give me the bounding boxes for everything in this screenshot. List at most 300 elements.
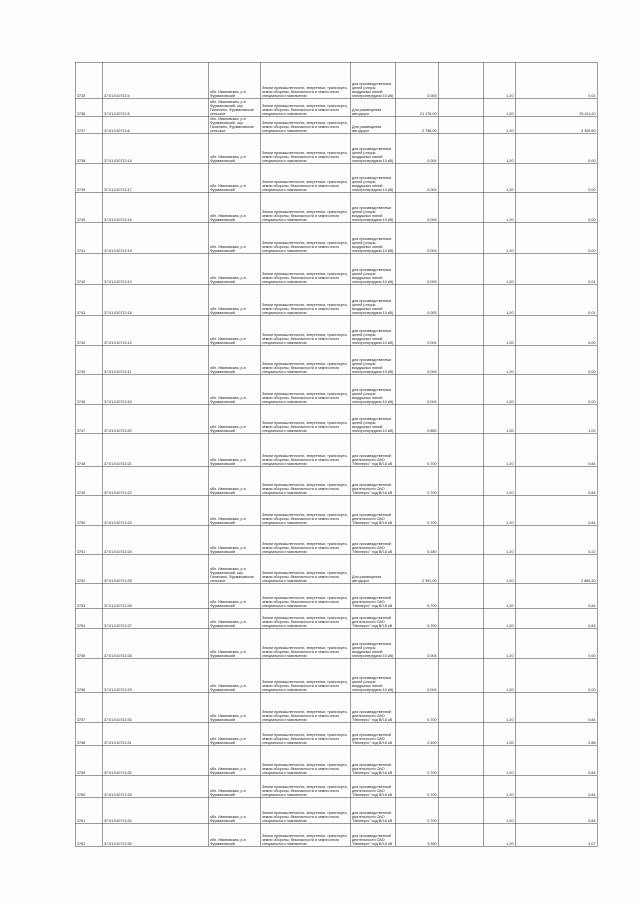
- blank-cell: [440, 747, 482, 776]
- table-cell: [75, 98, 102, 116]
- table-body: [75, 62, 597, 846]
- table-cell: [483, 583, 515, 608]
- amount: 0,84: [588, 818, 596, 823]
- blank-cell: [440, 135, 482, 164]
- table-cell: [438, 163, 483, 192]
- table-cell: [395, 692, 438, 722]
- area: 3,390: [427, 841, 437, 846]
- table-cell: [395, 722, 438, 745]
- table-row: [75, 525, 597, 554]
- row-number: 3760: [77, 792, 86, 797]
- table-cell: [350, 658, 395, 692]
- cadastral-number: 37:01:010713:12: [104, 340, 132, 345]
- land-category: Земли промышленности, энергетики, транспорта, земли обороны, безопасности и земли иного специального назначения: [262, 570, 348, 583]
- table-cell: [102, 525, 208, 554]
- table-cell: [260, 692, 350, 722]
- rate-coefficient: 1,20: [506, 248, 514, 253]
- cadastral-number: 37:01:010713:33: [104, 792, 132, 797]
- area: 0,004: [427, 340, 437, 345]
- table-cell: [395, 466, 438, 495]
- table-row: [75, 222, 597, 253]
- table-cell: [438, 192, 483, 222]
- row-number: 3747: [77, 428, 86, 433]
- land-category: Земли промышленности, энергетики, транспорта, земли обороны, безопасности и земли иного специального назначения: [262, 120, 348, 133]
- table-cell: [483, 116, 515, 133]
- table-cell: [438, 284, 483, 315]
- table-cell: [395, 284, 438, 315]
- table-cell: [75, 374, 102, 404]
- permitted-use: для производственной деятельности ОАО "Ивэнерго" под ВЛ-6 кВ: [352, 541, 393, 554]
- land-category: Земли промышленности, энергетики, транспорта, земли обороны, безопасности и земли иного специального назначения: [262, 361, 348, 374]
- amount: 25 411,20: [579, 111, 596, 116]
- permitted-use: для производственных целей (опоры воздушных линий электропередачи 10 кВ): [352, 236, 394, 253]
- table-cell: [438, 608, 483, 628]
- table-cell: [515, 284, 597, 315]
- table-cell: [75, 284, 102, 315]
- table-cell: [395, 554, 438, 583]
- land-category: Земли промышленности, энергетики, транспорта, земли обороны, безопасности и земли иного специального назначения: [262, 615, 348, 628]
- table-cell: [483, 823, 515, 846]
- table-cell: [395, 192, 438, 222]
- permitted-use: для производственных целей (опоры воздушных линий электропередачи 10 кВ): [352, 416, 394, 433]
- row-number: 3755: [77, 653, 86, 658]
- rate-coefficient: 1,20: [506, 841, 514, 846]
- table-cell: [350, 284, 395, 315]
- table-cell: [515, 692, 597, 722]
- blank-cell: [440, 118, 482, 134]
- row-number: 3756: [77, 687, 86, 692]
- table-cell: [102, 374, 208, 404]
- amount: 0,84: [588, 603, 596, 608]
- area: 0,004: [427, 653, 437, 658]
- table-cell: [208, 433, 260, 466]
- permitted-use: для производственных целей (опоры воздушных линий электропередачи 10 кВ): [352, 175, 394, 192]
- table-cell: [350, 745, 395, 775]
- table-cell: [350, 797, 395, 823]
- area: 21 176,00: [420, 111, 437, 116]
- table-row: [75, 163, 597, 192]
- cadastral-number: 37:01:010713:31: [104, 740, 132, 745]
- table-row: [75, 466, 597, 495]
- table-cell: [395, 608, 438, 628]
- table-cell: [102, 466, 208, 495]
- rate-coefficient: 1,20: [506, 217, 514, 222]
- cadastral-number: 37:01:010713:10: [104, 399, 132, 404]
- table-cell: [75, 345, 102, 374]
- row-number: 3740: [77, 217, 86, 222]
- row-number: 3757: [77, 717, 86, 722]
- blank-cell: [440, 660, 482, 693]
- amount: 0,84: [588, 461, 596, 466]
- permitted-use: для производственной деятельности ОАО "Ивэнерго" под ВЛ-6 кВ: [352, 709, 393, 722]
- table-cell: [438, 583, 483, 608]
- table-cell: [260, 284, 350, 315]
- table-cell: [483, 163, 515, 192]
- area: 0,700: [427, 818, 437, 823]
- table-cell: [102, 722, 208, 745]
- permitted-use: Для размещения автодорог: [352, 124, 382, 133]
- table-cell: [102, 163, 208, 192]
- address: обл. Ивановская, р-н Фурмановский: [210, 457, 246, 466]
- table-cell: [483, 775, 515, 797]
- table-cell: [260, 345, 350, 374]
- table-cell: [483, 62, 515, 98]
- table-cell: [102, 658, 208, 692]
- table-cell: [102, 692, 208, 722]
- amount: 0,22: [588, 549, 596, 554]
- row-number: 3739: [77, 187, 86, 192]
- table-cell: [395, 775, 438, 797]
- blank-cell: [440, 165, 482, 193]
- table-cell: [483, 222, 515, 253]
- amount: 0,00: [588, 187, 596, 192]
- permitted-use: для производственной деятельности ОАО "Ивэнерго" под ВЛ-6 кВ: [352, 615, 393, 628]
- land-category: Земли промышленности, энергетики, транспорта, земли обороны, безопасности и земли иного специального назначения: [262, 209, 348, 222]
- rate-coefficient: 1,20: [506, 520, 514, 525]
- table-cell: [208, 133, 260, 163]
- blank-cell: [440, 468, 482, 496]
- table-cell: [75, 583, 102, 608]
- row-number: 3752: [77, 578, 86, 583]
- rate-coefficient: 1,20: [506, 461, 514, 466]
- blank-cell: [440, 224, 482, 254]
- table-cell: [515, 628, 597, 658]
- table-cell: [260, 554, 350, 583]
- table-cell: [350, 192, 395, 222]
- address: обл. Ивановская, р-н Фурмановский: [210, 395, 246, 404]
- rate-coefficient: 1,20: [506, 603, 514, 608]
- address: обл. Ивановская, р-н Фурмановский: [210, 766, 246, 775]
- blank-cell: [440, 724, 482, 746]
- table-cell: [438, 345, 483, 374]
- table-cell: [438, 554, 483, 583]
- table-cell: [438, 745, 483, 775]
- table-cell: [260, 658, 350, 692]
- permitted-use: для производственных целей (опоры воздушных линий электропередачи 10 кВ): [352, 357, 394, 374]
- table-cell: [515, 775, 597, 797]
- land-category: Земли промышленности, энергетики, транспорта, земли обороны, безопасности и земли иного специального назначения: [262, 420, 348, 433]
- permitted-use: для производственных целей (опоры воздушных линий электропередачи 10 кВ): [352, 267, 394, 284]
- table-cell: [515, 116, 597, 133]
- table-cell: [208, 583, 260, 608]
- table-row: [75, 658, 597, 692]
- table-cell: [260, 722, 350, 745]
- address: обл. Ивановская, р-н Фурмановский: [210, 599, 246, 608]
- table-cell: [438, 116, 483, 133]
- table-cell: [208, 62, 260, 98]
- table-cell: [515, 608, 597, 628]
- blank-cell: [440, 777, 482, 798]
- table-cell: [395, 345, 438, 374]
- rate-coefficient: 1,20: [506, 428, 514, 433]
- table-cell: [208, 775, 260, 797]
- table-cell: [75, 163, 102, 192]
- table-cell: [208, 116, 260, 133]
- table-cell: [515, 315, 597, 345]
- table-cell: [208, 192, 260, 222]
- area: 0,700: [427, 490, 437, 495]
- permitted-use: для производственных целей (опоры воздушных линий электропередачи 10 кВ): [352, 146, 394, 163]
- table-cell: [395, 116, 438, 133]
- table-cell: [75, 797, 102, 823]
- table-cell: [483, 722, 515, 745]
- permitted-use: для производственной деятельности ОАО "Ивэнерго" под ВЛ-6 кВ: [352, 732, 393, 745]
- address: обл. Ивановская, р-н Фурмановский: [210, 306, 246, 315]
- table-cell: [515, 345, 597, 374]
- table-cell: [102, 253, 208, 284]
- rate-coefficient: 1,20: [506, 111, 514, 116]
- cadastral-number: 37:01:010713:23: [104, 520, 132, 525]
- area: 0,004: [427, 248, 437, 253]
- table-cell: [438, 315, 483, 345]
- table-cell: [438, 525, 483, 554]
- table-row: [75, 797, 597, 823]
- row-number: 3761: [77, 818, 86, 823]
- table-cell: [208, 797, 260, 823]
- table-cell: [350, 628, 395, 658]
- table-cell: [483, 98, 515, 116]
- area: 0,850: [427, 428, 437, 433]
- table-cell: [75, 628, 102, 658]
- blank-cell: [440, 527, 482, 555]
- table-cell: [350, 404, 395, 433]
- table-cell: [350, 692, 395, 722]
- table-cell: [350, 253, 395, 284]
- land-category: Земли промышленности, энергетики, транспорта, земли обороны, безопасности и земли иного специального назначения: [262, 679, 348, 692]
- amount: 0,00: [588, 653, 596, 658]
- amount: 2,88: [588, 740, 596, 745]
- table-cell: [350, 163, 395, 192]
- table-cell: [350, 116, 395, 133]
- table-cell: [515, 466, 597, 495]
- table-cell: [208, 98, 260, 116]
- cadastral-number: 37:01:010713:17: [104, 187, 132, 192]
- table-cell: [75, 823, 102, 846]
- permitted-use: для производственных целей (опоры воздушных линий электропередачи 10 кВ): [352, 387, 394, 404]
- rate-coefficient: 1,20: [506, 717, 514, 722]
- table-cell: [515, 192, 597, 222]
- table-row: [75, 692, 597, 722]
- table-cell: [102, 608, 208, 628]
- area: 0,700: [427, 461, 437, 466]
- table-cell: [515, 404, 597, 433]
- table-cell: [395, 163, 438, 192]
- table-cell: [483, 192, 515, 222]
- land-category: Земли промышленности, энергетики, транспорта, земли обороны, безопасности и земли иного специального назначения: [262, 103, 348, 116]
- table-cell: [438, 133, 483, 163]
- table-cell: [483, 253, 515, 284]
- amount: 1,02: [588, 428, 596, 433]
- table-row: [75, 62, 597, 98]
- rate-coefficient: 1,20: [506, 687, 514, 692]
- land-category: Земли промышленности, энергетики, транспорта, земли обороны, безопасности и земли иного специального назначения: [262, 332, 348, 345]
- table-cell: [208, 284, 260, 315]
- row-number: 3746: [77, 399, 86, 404]
- table-cell: [350, 466, 395, 495]
- table-cell: [395, 222, 438, 253]
- area: 0,700: [427, 603, 437, 608]
- area: 0,700: [427, 717, 437, 722]
- table-cell: [350, 62, 395, 98]
- amount: 0,84: [588, 623, 596, 628]
- table-cell: [395, 495, 438, 525]
- table-cell: [438, 253, 483, 284]
- address: обл. Ивановская, р-н Фурмановский: [210, 336, 246, 345]
- address: обл. Ивановская, р-н Фурмановский, окр. Панелино, Фурмановское сельское: [210, 117, 254, 133]
- permitted-use: для производственных целей (опоры воздушных линий электропередачи 10 кВ): [352, 205, 394, 222]
- rate-coefficient: 1,20: [506, 490, 514, 495]
- table-cell: [260, 495, 350, 525]
- land-category: Земли промышленности, энергетики, транспорта, земли обороны, безопасности и земли иного специального назначения: [262, 784, 348, 797]
- table-cell: [483, 315, 515, 345]
- table-cell: [438, 658, 483, 692]
- table-cell: [483, 284, 515, 315]
- amount: 4,07: [588, 841, 596, 846]
- cadastral-number: 37:01:010713:11: [104, 369, 132, 374]
- cadastral-number: 37:01:010713:14: [104, 158, 132, 163]
- permitted-use: для производственных целей (опоры воздушных линий электропередачи 10 кВ): [352, 298, 394, 315]
- table-cell: [260, 525, 350, 554]
- table-sheet: [75, 62, 597, 847]
- rate-coefficient: 1,20: [506, 770, 514, 775]
- table-cell: [438, 692, 483, 722]
- table-cell: [350, 345, 395, 374]
- row-number: 3758: [77, 740, 86, 745]
- rate-coefficient: 1,20: [506, 623, 514, 628]
- table-cell: [350, 315, 395, 345]
- address: обл. Ивановская, р-н Фурмановский: [210, 713, 246, 722]
- area: 0,005: [427, 93, 437, 98]
- table-cell: [438, 222, 483, 253]
- cadastral-number: 37:01:010713:22: [104, 490, 132, 495]
- table-cell: [395, 62, 438, 98]
- table-cell: [75, 722, 102, 745]
- table-cell: [260, 583, 350, 608]
- row-number: 3737: [77, 128, 86, 133]
- blank-cell: [440, 317, 482, 346]
- table-cell: [395, 797, 438, 823]
- table-cell: [208, 315, 260, 345]
- table-cell: [350, 98, 395, 116]
- table-cell: [260, 98, 350, 116]
- cadastral-number: 37:01:010713:16: [104, 217, 132, 222]
- amount: 0,01: [588, 93, 596, 98]
- table-cell: [102, 192, 208, 222]
- table-row: [75, 253, 597, 284]
- table-cell: [260, 116, 350, 133]
- table-cell: [260, 745, 350, 775]
- table-cell: [75, 253, 102, 284]
- table-cell: [102, 404, 208, 433]
- table-cell: [483, 433, 515, 466]
- address: обл. Ивановская, р-н Фурмановский: [210, 365, 246, 374]
- cadastral-number: 37:01:010713:25: [104, 578, 132, 583]
- address: обл. Ивановская, р-н Фурмановский: [210, 154, 246, 163]
- cadastral-number: 37:01:010713:5: [104, 111, 130, 116]
- table-cell: [260, 823, 350, 846]
- table-cell: [102, 775, 208, 797]
- permitted-use: для производственной деятельности ОАО "Ивэнерго" под ВЛ-6 кВ: [352, 512, 393, 525]
- table-cell: [75, 608, 102, 628]
- table-cell: [260, 628, 350, 658]
- table-row: [75, 284, 597, 315]
- table-cell: [438, 433, 483, 466]
- table-cell: [208, 554, 260, 583]
- table-cell: [515, 163, 597, 192]
- table-cell: [483, 797, 515, 823]
- blank-cell: [440, 347, 482, 375]
- area: 0,004: [427, 399, 437, 404]
- amount: 0,84: [588, 717, 596, 722]
- table-cell: [350, 823, 395, 846]
- row-number: 3750: [77, 520, 86, 525]
- table-cell: [75, 775, 102, 797]
- land-category: Земли промышленности, энергетики, транспорта, земли обороны, безопасности и земли иного специального назначения: [262, 512, 348, 525]
- permitted-use: для производственных целей (опоры воздушных линий электропередачи 10 кВ): [352, 641, 394, 658]
- cadastral-number: 37:01:010713:13: [104, 279, 132, 284]
- table-cell: [75, 116, 102, 133]
- table-cell: [75, 466, 102, 495]
- land-category: Земли промышленности, энергетики, транспорта, земли обороны, безопасности и земли иного специального назначения: [262, 391, 348, 404]
- table-cell: [515, 433, 597, 466]
- rate-coefficient: 1,20: [506, 369, 514, 374]
- table-cell: [483, 374, 515, 404]
- table-cell: [483, 525, 515, 554]
- permitted-use: Для размещения автодорог: [352, 574, 382, 583]
- area: 0,700: [427, 623, 437, 628]
- table-cell: [483, 692, 515, 722]
- table-cell: [75, 315, 102, 345]
- table-row: [75, 98, 597, 116]
- area: 0,700: [427, 520, 437, 525]
- table-cell: [515, 495, 597, 525]
- rate-coefficient: 1,20: [506, 93, 514, 98]
- cadastral-number: 37:01:010713:21: [104, 461, 132, 466]
- table-cell: [75, 133, 102, 163]
- table-cell: [102, 222, 208, 253]
- table-cell: [395, 525, 438, 554]
- blank-cell: [440, 585, 482, 609]
- table-row: [75, 554, 597, 583]
- cadastral-number: 37:01:010713:4: [104, 93, 130, 98]
- amount: 0,00: [588, 399, 596, 404]
- table-cell: [395, 253, 438, 284]
- address: обл. Ивановская, р-н Фурмановский, окр. Панелино, Фурмановское сельское: [210, 566, 254, 583]
- table-cell: [75, 404, 102, 433]
- blank-cell: [440, 286, 482, 316]
- address: обл. Ивановская, р-н Фурмановский: [210, 183, 246, 192]
- table-cell: [102, 133, 208, 163]
- table-cell: [350, 775, 395, 797]
- table-cell: [260, 163, 350, 192]
- table-cell: [483, 608, 515, 628]
- table-cell: [483, 745, 515, 775]
- table-cell: [75, 495, 102, 525]
- table-cell: [208, 466, 260, 495]
- table-cell: [208, 374, 260, 404]
- table-row: [75, 374, 597, 404]
- table-cell: [208, 823, 260, 846]
- table-cell: [260, 797, 350, 823]
- table-cell: [260, 222, 350, 253]
- rate-coefficient: 1,20: [506, 740, 514, 745]
- blank-cell: [440, 100, 482, 117]
- table-cell: [483, 133, 515, 163]
- table-cell: [438, 722, 483, 745]
- table-row: [75, 583, 597, 608]
- area: 2 758,00: [422, 128, 437, 133]
- blank-cell: [440, 194, 482, 223]
